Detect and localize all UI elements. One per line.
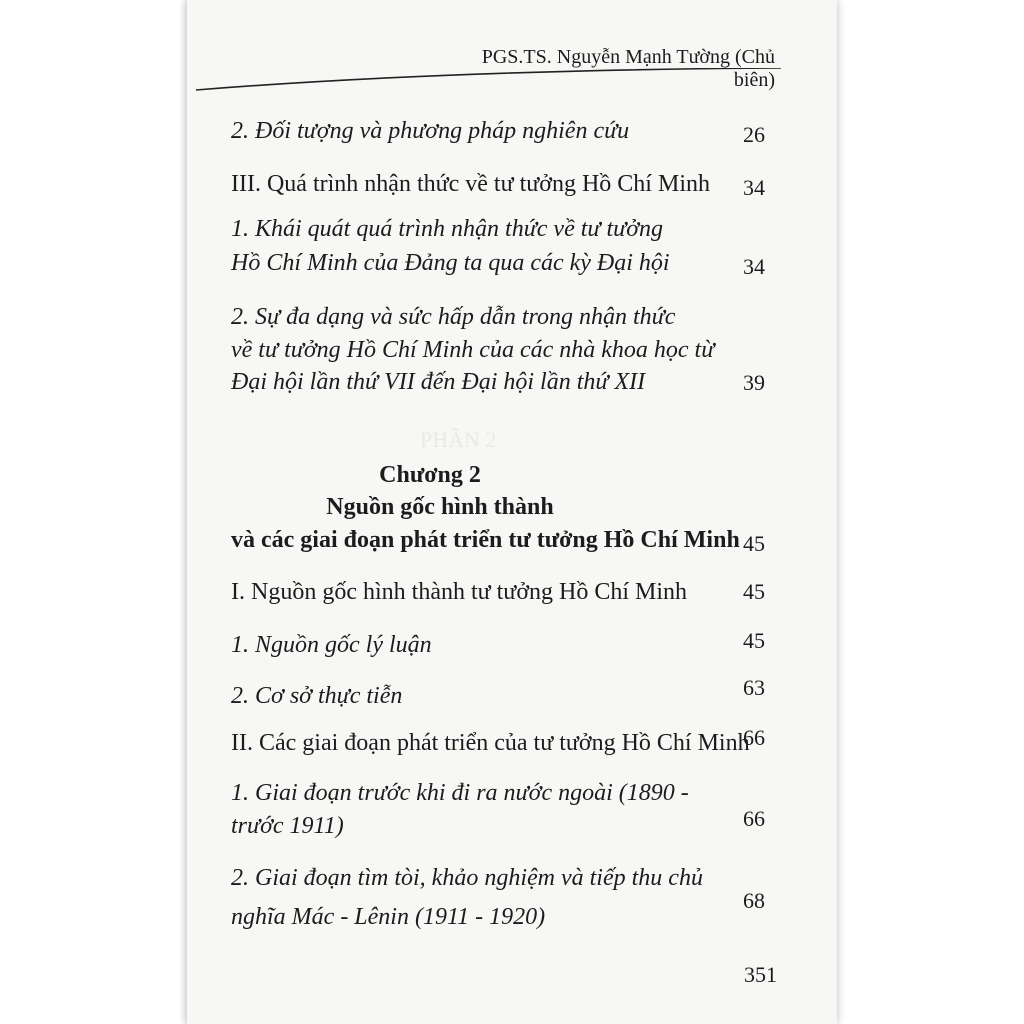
chapter-title: Nguồn gốc hình thành: [326, 494, 554, 520]
toc-entry-line: 1. Giai đoạn trước khi đi ra nước ngoài (1890 -: [231, 780, 689, 806]
page-number: 26: [743, 122, 765, 147]
toc-entry-line: trước 1911): [231, 813, 344, 839]
page-number: 34: [743, 175, 765, 200]
chapter-label: Chương 2: [379, 462, 481, 488]
page-number: 45: [743, 628, 765, 653]
page-number: 45: [743, 579, 765, 604]
folio-page-number: 351: [744, 962, 777, 987]
toc-entry: III. Quá trình nhận thức về tư tưởng Hồ Chí Minh: [231, 171, 710, 197]
page-number: 68: [743, 888, 765, 913]
page-number: 39: [743, 370, 765, 395]
toc-entry-line: về tư tưởng Hồ Chí Minh của các nhà khoa học từ: [231, 337, 715, 363]
toc-entry: 1. Nguồn gốc lý luận: [231, 632, 432, 658]
toc-entry: 2. Cơ sở thực tiễn: [231, 683, 403, 709]
toc-entry-line: 2. Sự đa dạng và sức hấp dẫn trong nhận thức: [231, 304, 676, 330]
page-number: 66: [743, 725, 765, 750]
page-number: 34: [743, 254, 765, 279]
show-through-text: PHẦN 2: [420, 427, 497, 452]
toc-entry-line: 1. Khái quát quá trình nhận thức về tư tưởng: [231, 216, 664, 242]
toc-entry-line: 2. Giai đoạn tìm tòi, khảo nghiệm và tiếp thu chủ: [231, 865, 703, 891]
toc-entry-line: Đại hội lần thứ VII đến Đại hội lần thứ XII: [231, 369, 646, 395]
page-number: 63: [743, 675, 765, 700]
page-number: 66: [743, 806, 765, 831]
chapter-title: và các giai đoạn phát triển tư tưởng Hồ Chí Minh: [231, 527, 740, 553]
toc-entry-line: Hồ Chí Minh của Đảng ta qua các kỳ Đại hội: [231, 250, 670, 276]
running-header: PGS.TS. Nguyễn Mạnh Tường (Chủ biên): [481, 46, 775, 91]
toc-entry: II. Các giai đoạn phát triển của tư tưởng Hồ Chí Minh: [231, 730, 750, 756]
toc-entry: I. Nguồn gốc hình thành tư tưởng Hồ Chí Minh: [231, 579, 688, 605]
header-rule: [196, 68, 781, 92]
page-number: 45: [743, 531, 765, 556]
toc-entry-line: nghĩa Mác - Lênin (1911 - 1920): [231, 904, 546, 930]
toc-entry: 2. Đối tượng và phương pháp nghiên cứu: [231, 118, 630, 144]
